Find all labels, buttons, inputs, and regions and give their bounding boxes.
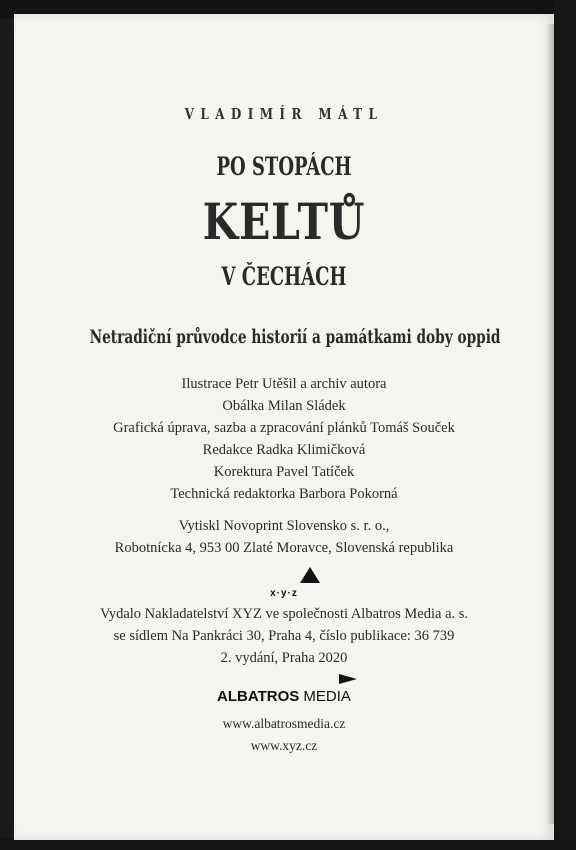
credit-layout: Grafická úprava, sazba a zpracování plánků Tomáš Souček	[113, 420, 455, 436]
publisher-line-1: Vydalo Nakladatelství XYZ ve společnosti Albatros Media a. s.	[99, 606, 469, 622]
edition-line: 2. vydání, Praha 2020	[220, 650, 348, 666]
albatros-logo-regular: MEDIA	[299, 688, 351, 705]
title-line-3: V ČECHÁCH	[221, 262, 347, 291]
author-name: VLADIMÍR MÁTL	[184, 105, 384, 123]
credit-editor: Redakce Radka Klimičková	[202, 442, 366, 458]
albatros-logo-bold: ALBATROS	[217, 688, 300, 705]
book-page	[14, 14, 554, 840]
albatros-media-logo	[14, 688, 554, 705]
credit-technical-editor: Technická redaktorka Barbora Pokorná	[170, 486, 398, 502]
printer-line-1: Vytiskl Novoprint Slovensko s. r. o.,	[178, 518, 390, 534]
triangle-icon	[300, 567, 320, 583]
title-line-2: KELTŮ	[202, 192, 366, 251]
printer-line-2: Robotnícka 4, 953 00 Zlaté Moravce, Slovenská republika	[114, 540, 454, 556]
credit-illustration: Ilustrace Petr Utěšil a archiv autora	[181, 376, 387, 392]
publisher-line-2: se sídlem Na Pankráci 30, Praha 4, číslo publikace: 36 739	[113, 628, 455, 644]
website-albatros: www.albatrosmedia.cz	[222, 716, 346, 731]
website-xyz: www.xyz.cz	[250, 738, 318, 753]
scan-right-border	[554, 0, 576, 850]
xyz-logo-text: x·y·z	[270, 588, 298, 599]
flag-icon	[339, 674, 357, 684]
title-line-1: PO STOPÁCH	[216, 152, 352, 181]
credit-cover: Obálka Milan Sládek	[222, 398, 346, 414]
credit-proofreading: Korektura Pavel Tatíček	[213, 464, 355, 480]
subtitle: Netradiční průvodce historií a památkami doby oppid	[89, 326, 501, 348]
